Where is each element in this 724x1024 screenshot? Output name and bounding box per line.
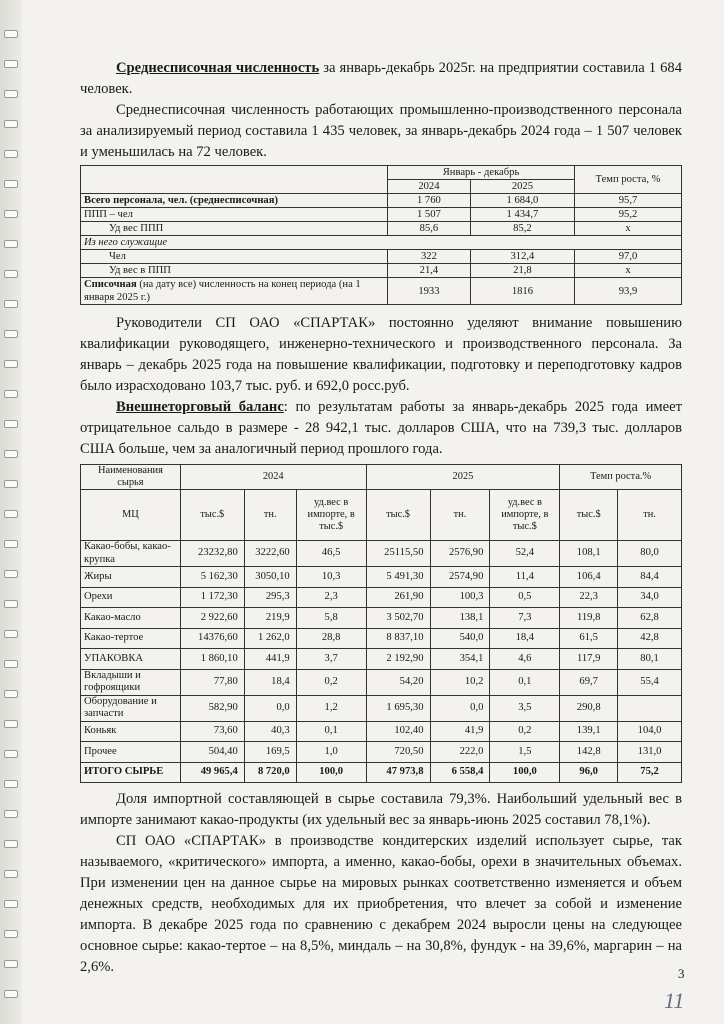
table-row [81, 721, 682, 742]
binding-ring [4, 390, 18, 398]
paragraph-import-share: Доля импортной составляющей в сырье составила 79,3%. Наибольший удельный вес в импорте занимают какао-продукты (их удельный вес за январь-июнь 2025 составил 78,1%). [80, 791, 682, 828]
cell-rate-tons: 75,2 [618, 762, 682, 783]
binding-ring [4, 720, 18, 728]
binding-ring [4, 120, 18, 128]
binding-ring [4, 870, 18, 878]
cell-2025-tons: 10,2 [430, 669, 490, 695]
table-row [81, 608, 682, 629]
cell-2025-usd: 102,40 [366, 721, 430, 742]
binding-ring [4, 660, 18, 668]
cell-2025-tons: 41,9 [430, 721, 490, 742]
binding-ring [4, 630, 18, 638]
table-row [81, 567, 682, 588]
binding-ring [4, 30, 18, 38]
cell-2024-share: 46,5 [296, 541, 366, 567]
cell-rate: 95,7 [575, 194, 682, 208]
binding-ring [4, 330, 18, 338]
table-total-row [81, 762, 682, 783]
row-label: Из него служащие [81, 236, 682, 250]
binding-ring [4, 450, 18, 458]
cell-2024-tons: 40,3 [244, 721, 296, 742]
table-row [81, 264, 682, 278]
cell-2025-tons: 222,0 [430, 742, 490, 763]
cell-rate-tons: 62,8 [618, 608, 682, 629]
binding-ring [4, 810, 18, 818]
cell-2024-tons: 0,0 [244, 695, 296, 721]
binding-ring [4, 570, 18, 578]
cell-2024-share: 1,2 [296, 695, 366, 721]
table-row [81, 208, 682, 222]
paragraph-trade-balance-text: : по результатам работы за январь-декабрь 2025 года имеет отрицательное сальдо в размере - 28 942,1 тыс. долларов США, что на 739,3 тыс. долларов США больше, чем за аналогичный период прошлого года. [80, 399, 682, 457]
row-label-rest: (на дату все) численность на конец периода (на 1 января 2025 г.) [84, 279, 361, 303]
binding-ring [4, 960, 18, 968]
cell-2024-usd: 2 922,60 [180, 608, 244, 629]
binding-ring [4, 540, 18, 548]
row-label: Всего персонала, чел. (среднесписочная) [81, 194, 388, 208]
cell-2024-tons: 1 262,0 [244, 628, 296, 649]
heading-trade-balance: Внешнеторговый баланс [116, 399, 284, 415]
paragraph-headcount [80, 58, 682, 100]
row-label: Уд вес ППП [81, 222, 388, 236]
cell-2024-tons: 169,5 [244, 742, 296, 763]
cell-2025-tons: 2574,90 [430, 567, 490, 588]
cell-2025-share: 52,4 [490, 541, 560, 567]
cell-2024: 1933 [388, 278, 471, 305]
cell-2024-tons: 295,3 [244, 587, 296, 608]
table-row [81, 695, 682, 721]
cell-2024-share: 28,8 [296, 628, 366, 649]
cell-2024-tons: 441,9 [244, 649, 296, 670]
cell-2025-share: 0,1 [490, 669, 560, 695]
paragraph-ppp: Среднесписочная численность работающих промышленно-производственного персонала за анализируемый период составила 1 435 человек, за январь-декабрь 2024 года – 1 507 человек и уменьшилась на 72 человек. [80, 102, 682, 160]
table-row [81, 649, 682, 670]
row-label: Чел [81, 250, 388, 264]
subheader-usd: тыс.$ [560, 490, 618, 541]
binding-ring [4, 300, 18, 308]
cell-rate-usd: 108,1 [560, 541, 618, 567]
binding-ring [4, 90, 18, 98]
row-name: Какао-тертое [81, 628, 181, 649]
cell-2025-tons: 354,1 [430, 649, 490, 670]
cell-2024-tons: 3222,60 [244, 541, 296, 567]
cell-rate-usd: 22,3 [560, 587, 618, 608]
cell-2024-usd: 23232,80 [180, 541, 244, 567]
row-label [81, 278, 388, 305]
binding-ring [4, 990, 18, 998]
table-row [81, 250, 682, 264]
cell-rate-tons: 55,4 [618, 669, 682, 695]
binding-ring [4, 240, 18, 248]
table-row [81, 278, 682, 305]
subheader-share: уд.вес в импорте, в тыс.$ [296, 490, 366, 541]
cell-2024-tons: 18,4 [244, 669, 296, 695]
row-name: Коньяк [81, 721, 181, 742]
document-page [80, 58, 682, 978]
cell-rate: 93,9 [575, 278, 682, 305]
cell-2025-tons: 0,0 [430, 695, 490, 721]
cell-rate-usd: 106,4 [560, 567, 618, 588]
import-table [80, 464, 682, 783]
cell-2025-usd: 3 502,70 [366, 608, 430, 629]
cell-2024-share: 100,0 [296, 762, 366, 783]
cell-2025-tons: 540,0 [430, 628, 490, 649]
staff-year-2024: 2024 [388, 180, 471, 194]
cell-2025-usd: 5 491,30 [366, 567, 430, 588]
heading-headcount: Среднесписочная численность [116, 60, 320, 76]
cell-rate: 97,0 [575, 250, 682, 264]
table-row [81, 669, 682, 695]
cell-rate-tons [618, 695, 682, 721]
cell-2025: 312,4 [470, 250, 574, 264]
cell-2025-share: 100,0 [490, 762, 560, 783]
cell-rate-tons: 34,0 [618, 587, 682, 608]
staff-period-header: Январь - декабрь [388, 166, 575, 180]
import-year-2024: 2024 [180, 465, 366, 490]
table-row [81, 587, 682, 608]
cell-2024: 322 [388, 250, 471, 264]
subheader-usd: тыс.$ [180, 490, 244, 541]
cell-2024-usd: 49 965,4 [180, 762, 244, 783]
cell-rate-usd: 61,5 [560, 628, 618, 649]
cell-2025-tons: 2576,90 [430, 541, 490, 567]
subheader-share: уд.вес в импорте, в тыс.$ [490, 490, 560, 541]
cell-2025: 1 434,7 [470, 208, 574, 222]
binding-ring [4, 510, 18, 518]
cell-rate-tons: 42,8 [618, 628, 682, 649]
spiral-binding [0, 0, 22, 1024]
cell-2024-usd: 582,90 [180, 695, 244, 721]
row-label: Уд вес в ППП [81, 264, 388, 278]
cell-2025-share: 0,2 [490, 721, 560, 742]
cell-2025-usd: 720,50 [366, 742, 430, 763]
row-name: Какао-масло [81, 608, 181, 629]
table-row [81, 222, 682, 236]
import-col-name: Наименования сырья [81, 465, 181, 490]
cell-2025: 1 684,0 [470, 194, 574, 208]
binding-ring [4, 210, 18, 218]
cell-2024-share: 0,1 [296, 721, 366, 742]
binding-ring [4, 180, 18, 188]
cell-rate-usd: 290,8 [560, 695, 618, 721]
binding-ring [4, 360, 18, 368]
cell-rate-usd: 142,8 [560, 742, 618, 763]
cell-2024-usd: 77,80 [180, 669, 244, 695]
cell-rate: x [575, 222, 682, 236]
cell-2025-share: 18,4 [490, 628, 560, 649]
binding-ring [4, 690, 18, 698]
binding-ring [4, 780, 18, 788]
cell-2025-share: 1,5 [490, 742, 560, 763]
cell-2025: 1816 [470, 278, 574, 305]
binding-ring [4, 270, 18, 278]
paragraph-trade-balance [80, 397, 682, 460]
table-row [81, 541, 682, 567]
cell-rate: x [575, 264, 682, 278]
subheader-usd: тыс.$ [366, 490, 430, 541]
binding-ring [4, 600, 18, 608]
cell-2025-usd: 54,20 [366, 669, 430, 695]
row-label: ППП – чел [81, 208, 388, 222]
row-name: Прочее [81, 742, 181, 763]
cell-2025: 21,8 [470, 264, 574, 278]
paragraph-critical-import: СП ОАО «СПАРТАК» в производстве кондитерских изделий использует сырье, так называемого, «критического» импорта, а именно, какао-бобы, орехи в значительных объемах. При изменении цен на данное сырье на мировых рынках соответственно изменяется и объем денежных средств, необходимых для их приобретения, что влечет за собой и изменение импорта. В декабре 2025 года по сравнению с декабрем 2024 выросли цены на следующее основное сырье: какао-тертое – на 8,5%, миндаль – на 30,8%, фундук - на 39,6%, маргарин – на 2,6%. [80, 833, 682, 975]
cell-2024-usd: 1 172,30 [180, 587, 244, 608]
cell-2024: 85,6 [388, 222, 471, 236]
cell-rate-usd: 69,7 [560, 669, 618, 695]
cell-2025-share: 0,5 [490, 587, 560, 608]
cell-rate-tons: 84,4 [618, 567, 682, 588]
cell-2025-tons: 100,3 [430, 587, 490, 608]
cell-rate-usd: 139,1 [560, 721, 618, 742]
cell-2024: 1 760 [388, 194, 471, 208]
paragraph-headcount-text: за январь-декабрь 2025г. на предприятии составила 1 684 человек. [80, 60, 682, 97]
cell-2024-usd: 14376,60 [180, 628, 244, 649]
cell-2025-tons: 6 558,4 [430, 762, 490, 783]
cell-rate-tons: 131,0 [618, 742, 682, 763]
cell-2025-share: 11,4 [490, 567, 560, 588]
import-col-rate: Темп роста.% [560, 465, 682, 490]
table-row [81, 628, 682, 649]
row-label-bold: Списочная [84, 279, 137, 290]
cell-2024-tons: 219,9 [244, 608, 296, 629]
row-name: Орехи [81, 587, 181, 608]
cell-rate-usd: 117,9 [560, 649, 618, 670]
cell-2024-usd: 73,60 [180, 721, 244, 742]
cell-2025-tons: 138,1 [430, 608, 490, 629]
cell-2024: 1 507 [388, 208, 471, 222]
cell-2024-tons: 3050,10 [244, 567, 296, 588]
binding-ring [4, 480, 18, 488]
cell-2025-usd: 2 192,90 [366, 649, 430, 670]
row-name: Жиры [81, 567, 181, 588]
cell-2024-usd: 1 860,10 [180, 649, 244, 670]
cell-2024-share: 2,3 [296, 587, 366, 608]
staff-year-2025: 2025 [470, 180, 574, 194]
binding-ring [4, 60, 18, 68]
cell-2024-share: 5,8 [296, 608, 366, 629]
staff-table [80, 165, 682, 305]
row-name: Оборудование и запчасти [81, 695, 181, 721]
cell-rate-usd: 96,0 [560, 762, 618, 783]
cell-2025-share: 3,5 [490, 695, 560, 721]
subheader-tons: тн. [244, 490, 296, 541]
page-number: 3 [678, 966, 685, 981]
cell-2025-usd: 47 973,8 [366, 762, 430, 783]
cell-rate-tons: 104,0 [618, 721, 682, 742]
cell-2025-share: 7,3 [490, 608, 560, 629]
paragraph-training: Руководители СП ОАО «СПАРТАК» постоянно уделяют внимание повышению квалификации руководящего, инженерно-технического и производственного персонала. За январь – декабрь 2025 года на повышение квалификации, подготовку и переподготовку кадров было израсходовано 103,7 тыс. руб. и 692,0 росс.руб. [80, 315, 682, 394]
binding-ring [4, 840, 18, 848]
import-year-2025: 2025 [366, 465, 560, 490]
binding-ring [4, 930, 18, 938]
table-row [81, 742, 682, 763]
cell-2025-usd: 261,90 [366, 587, 430, 608]
cell-rate-tons: 80,0 [618, 541, 682, 567]
cell-2024-share: 0,2 [296, 669, 366, 695]
cell-2025-usd: 25115,50 [366, 541, 430, 567]
cell-2025-usd: 8 837,10 [366, 628, 430, 649]
cell-2025-share: 4,6 [490, 649, 560, 670]
cell-2025: 85,2 [470, 222, 574, 236]
cell-2024-usd: 5 162,30 [180, 567, 244, 588]
cell-2024-usd: 504,40 [180, 742, 244, 763]
cell-rate-tons: 80,1 [618, 649, 682, 670]
cell-rate-usd: 119,8 [560, 608, 618, 629]
binding-ring [4, 900, 18, 908]
staff-table-corner [81, 166, 388, 194]
cell-2024: 21,4 [388, 264, 471, 278]
binding-ring [4, 420, 18, 428]
subheader-tons: тн. [618, 490, 682, 541]
handwritten-mark: 11 [664, 988, 685, 1013]
cell-rate: 95,2 [575, 208, 682, 222]
row-name: Вкладыши и гофроящики [81, 669, 181, 695]
row-name: УПАКОВКА [81, 649, 181, 670]
table-row [81, 236, 682, 250]
row-name: ИТОГО СЫРЬЕ [81, 762, 181, 783]
import-col-mc: МЦ [81, 490, 181, 541]
cell-2024-tons: 8 720,0 [244, 762, 296, 783]
binding-ring [4, 750, 18, 758]
table-row [81, 194, 682, 208]
cell-2024-share: 1,0 [296, 742, 366, 763]
cell-2024-share: 10,3 [296, 567, 366, 588]
row-name: Какао-бобы, какао-крупка [81, 541, 181, 567]
cell-2025-usd: 1 695,30 [366, 695, 430, 721]
staff-rate-header: Темп роста, % [575, 166, 682, 194]
binding-ring [4, 150, 18, 158]
cell-2024-share: 3,7 [296, 649, 366, 670]
subheader-tons: тн. [430, 490, 490, 541]
